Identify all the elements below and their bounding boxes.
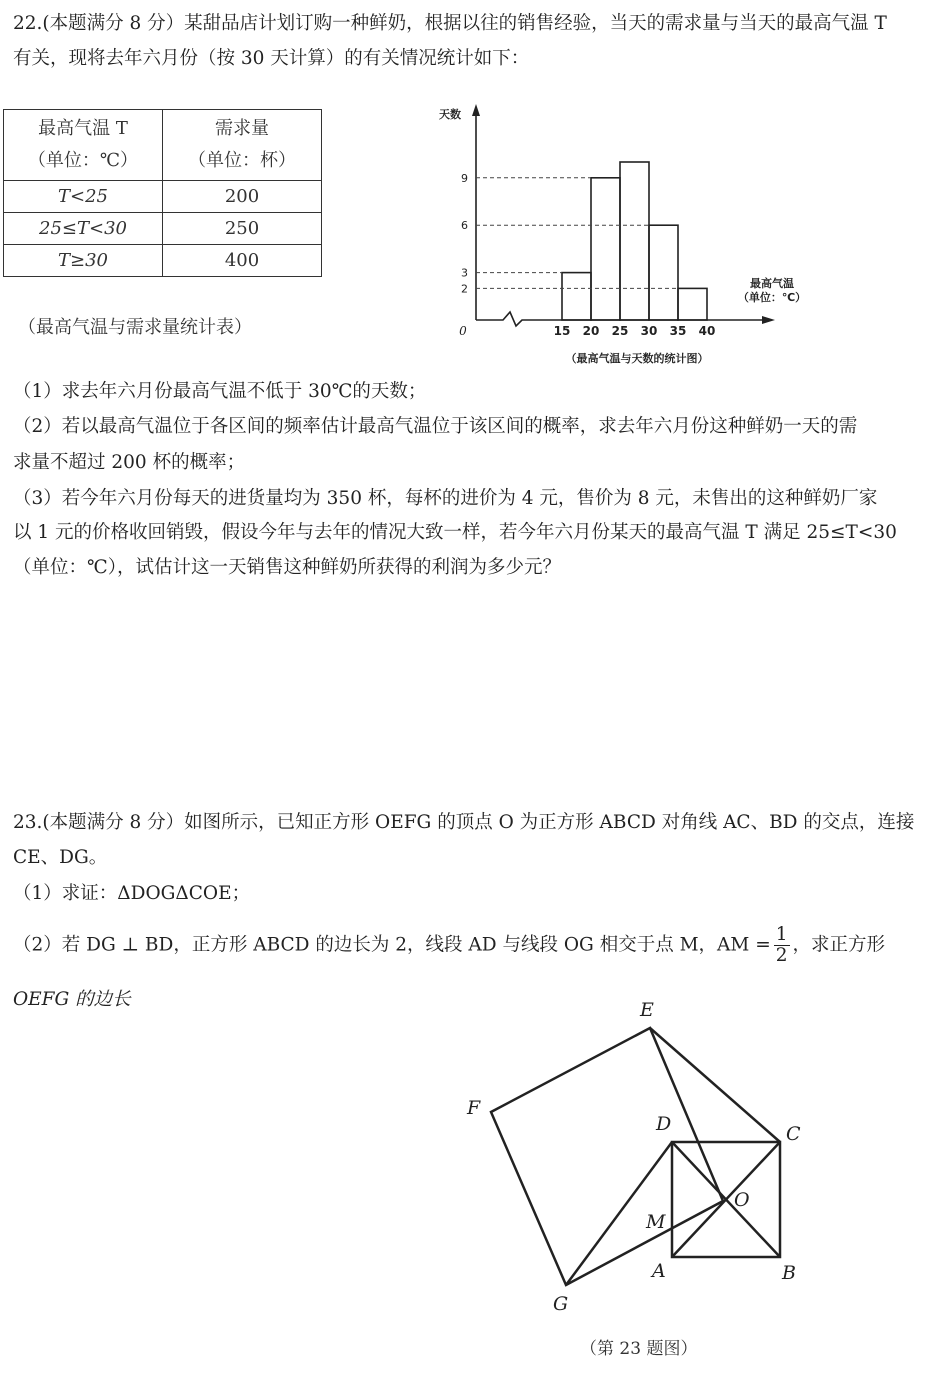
q22-part-3-line-1: （3）若今年六月份每天的进货量均为 350 杯，每杯的进价为 4 元，售价为 8 元，未售出的这种鲜奶厂家 [13, 488, 878, 509]
label-g: G [553, 1293, 569, 1315]
q23-part-1: （1）求证：ΔDOGΔCOE； [13, 883, 251, 904]
q22-part-2-line-1: （2）若以最高气温位于各区间的频率估计最高气温位于该区间的概率，求去年六月份这种鲜奶一天的需 [13, 416, 858, 437]
histogram-bar [649, 225, 678, 320]
y-axis-arrow [472, 104, 480, 116]
q22-part-2-line-2: 求量不超过 200 杯的概率； [13, 452, 246, 473]
y-tick-label: 3 [461, 266, 468, 280]
label-d: D [656, 1113, 672, 1135]
y-tick-label: 9 [461, 171, 468, 185]
label-o: O [734, 1189, 750, 1211]
y-axis-label: 天数 [439, 108, 461, 121]
table-caption: （最高气温与需求量统计表） [18, 317, 252, 338]
x-axis-arrow [762, 316, 775, 324]
q22-line-1: 22.(本题满分 8 分）某甜品店计划订购一种鲜奶，根据以往的销售经验，当天的需求量与当天的最高气温 T [13, 13, 887, 34]
cell-demand: 250 [163, 213, 322, 245]
segment-dg [566, 1142, 672, 1285]
x-tick-label: 20 [582, 324, 600, 338]
label-a: A [652, 1260, 666, 1282]
x-axis-label: 最高气温 [750, 277, 794, 290]
cell-demand: 400 [163, 245, 322, 277]
q23-part-2-text: （2）若 DG ⊥ BD，正方形 ABCD 的边长为 2，线段 AD 与线段 OG 相交于点 M，AM = [13, 934, 771, 956]
square-oefg [491, 1028, 723, 1285]
fraction-one-half [774, 925, 790, 966]
diagonal-ac [672, 1142, 780, 1257]
q22-part-1: （1）求去年六月份最高气温不低于 30℃的天数； [13, 381, 427, 402]
x-tick-label: 35 [669, 324, 687, 338]
cell-range: 25≤T<30 [4, 213, 163, 245]
q22-part-3-line-2: 以 1 元的价格收回销毁，假设今年与去年的情况大致一样，若今年六月份某天的最高气温 T 满足 25≤T<30 [13, 522, 897, 543]
fraction-denominator: 2 [775, 945, 788, 966]
q23-part-2-line-2: OEFG 的边长 [13, 989, 131, 1010]
diagonal-bd [672, 1142, 780, 1257]
square-abcd [672, 1142, 780, 1257]
histogram-bar [591, 178, 620, 320]
y-tick-label: 2 [461, 282, 468, 296]
x-tick-label: 30 [640, 324, 658, 338]
segment-ce [650, 1028, 780, 1142]
x-tick-label: 15 [553, 324, 571, 338]
temperature-histogram [0, 0, 940, 380]
header-temperature: 最高气温 T （单位：℃） [4, 110, 163, 181]
label-c: C [786, 1123, 801, 1145]
x-axis-unit: （单位：℃） [737, 291, 807, 304]
cell-range: T<25 [4, 181, 163, 213]
label-e: E [640, 999, 654, 1021]
q22-line-2: 有关，现将去年六月份（按 30 天计算）的有关情况统计如下： [13, 48, 530, 69]
histogram-bar [678, 288, 707, 320]
x-tick-label: 25 [611, 324, 629, 338]
fraction-numerator: 1 [775, 924, 788, 945]
histogram-bar [620, 162, 649, 320]
chart-caption: （最高气温与天数的统计图） [565, 352, 709, 365]
origin-label: 0 [459, 324, 467, 338]
label-b: B [782, 1262, 796, 1284]
q23-line-2: CE、DG。 [13, 847, 108, 868]
cell-range: T≥30 [4, 245, 163, 277]
figure-caption: （第 23 题图） [580, 1339, 698, 1359]
header-demand: 需求量 （单位：杯） [163, 110, 322, 181]
q23-part-2-line-1 [13, 925, 885, 966]
q22-part-3-line-3: （单位：℃），试估计这一天销售这种鲜奶所获得的利润为多少元？ [13, 557, 561, 578]
y-tick-label: 6 [461, 219, 468, 233]
x-tick-label: 40 [698, 324, 716, 338]
q23-part-2-text-end: ，求正方形 [792, 934, 886, 956]
label-m: M [646, 1211, 666, 1233]
histogram-bar [562, 273, 591, 320]
q23-line-1: 23.(本题满分 8 分）如图所示，已知正方形 OEFG 的顶点 O 为正方形 ABCD 对角线 AC、BD 的交点，连接 [13, 812, 915, 833]
cell-demand: 200 [163, 181, 322, 213]
label-f: F [467, 1097, 481, 1119]
